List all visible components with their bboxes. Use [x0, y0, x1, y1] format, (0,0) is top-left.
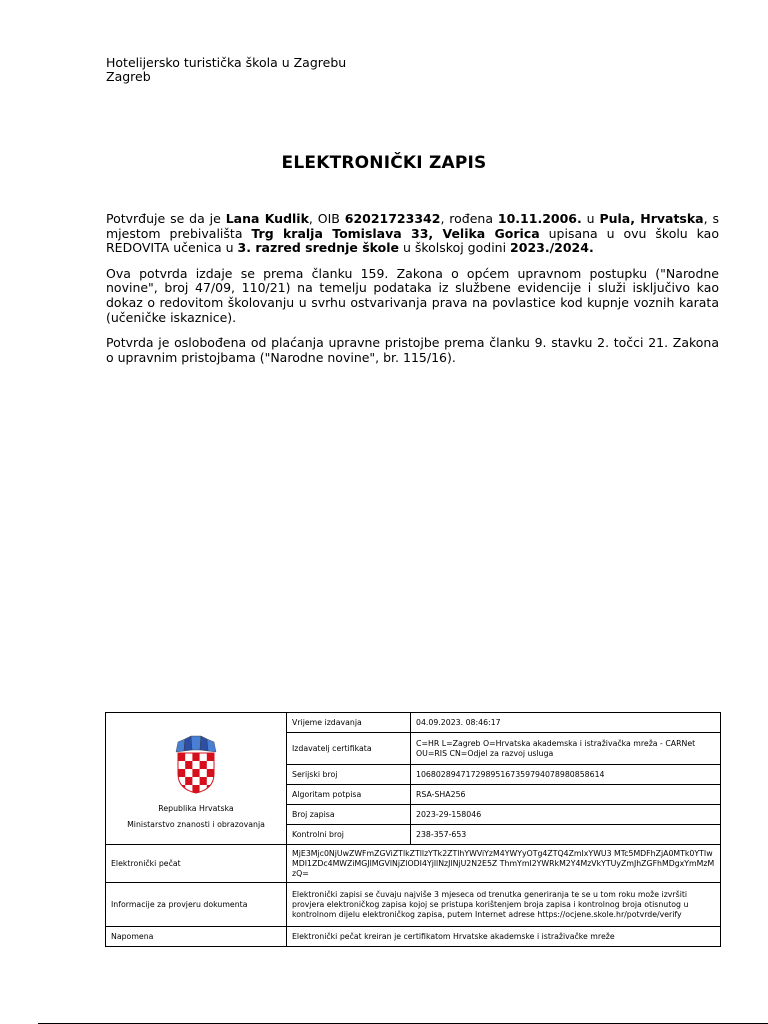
student-name: Lana Kudlik	[225, 211, 309, 226]
student-oib: 62021723342	[344, 211, 441, 226]
cert-label: Vrijeme izdavanja	[287, 713, 411, 733]
table-row	[106, 883, 721, 927]
cert-label: Broj zapisa	[287, 805, 411, 825]
table-row	[106, 845, 721, 883]
cert-value: 238-357-653	[411, 825, 721, 845]
school-year: 2023./2024.	[510, 240, 594, 256]
verify-value: Elektronički zapisi se čuvaju najviše 3 mjeseca od trenutka generiranja te se u tom roku može izvršiti provjera elektroničkog zapisa kojoj se pristupa korištenjem broja zapisa i kontrolnog broja otisnutog u kontrolnom dijelu elektroničkog zapisa, putem Internet adrese https://ocjene.skole.hr/potvrde/verify	[287, 883, 721, 927]
cert-label: Algoritam potpisa	[287, 785, 411, 805]
note-label: Napomena	[106, 927, 287, 947]
verify-label: Informacije za provjeru dokumenta	[106, 883, 287, 927]
birth-date: 10.11.2006.	[497, 211, 582, 226]
table-row	[106, 713, 721, 733]
cert-value: RSA-SHA256	[411, 785, 721, 805]
croatian-coat-of-arms-icon	[174, 734, 218, 794]
cert-value: 2023-29-158046	[411, 805, 721, 825]
seal-value: MjE3Mjc0NjUwZWFmZGViZTlkZTllzYTk2ZTlhYWViYzM4YWYyOTg4ZTQ4ZmIxYWU3 MTc5MDFhZjA0MTk0YTIwMDI1ZDc4MWZiMGJlMGVlNjZlODI4YjllNzJlNjU2N2E5Z ThmYmI2YWRkM2Y4MzVkYTUyZmJhZGFhMDgxYmMzMzQ=	[287, 845, 721, 883]
certificate-table	[105, 712, 721, 947]
issuer-block	[106, 56, 346, 84]
seal-label: Elektronički pečat	[106, 845, 287, 883]
note-value: Elektronički pečat kreiran je certifikatom Hrvatske akademske i istraživačke mreže	[287, 927, 721, 947]
fee-exemption-paragraph: Potvrda je oslobođena od plaćanja upravne pristojbe prema članku 9. stavku 2. točci 21. Zakona o upravnim pristojbama ("Narodne novine", br. 115/16).	[106, 335, 719, 365]
issuer-city: Zagreb	[106, 69, 151, 84]
residence-address: Trg kralja Tomislava 33, Velika Gorica	[251, 225, 540, 241]
cert-value: C=HR L=Zagreb O=Hrvatska akademska i istraživačka mreža - CARNet OU=RIS CN=Odjel za razvoj usluga	[411, 733, 721, 765]
birth-place: Pula, Hrvatska	[599, 211, 704, 226]
cert-label: Izdavatelj certifikata	[287, 733, 411, 765]
document-title: ELEKTRONIČKI ZAPIS	[281, 153, 487, 173]
issuer-school: Hotelijersko turistička škola u Zagrebu	[106, 55, 347, 70]
cert-value: 106802894717298951673597940789808586​14	[411, 765, 721, 785]
document-body	[106, 212, 719, 376]
logo-country: Republika Hrvatska	[158, 803, 234, 813]
confirmation-paragraph: Potvrđuje se da je Lana Kudlik, OIB 62021723342, rođena 10.11.2006. u Pula, Hrvatska, s mjestom prebivališta Trg kralja Tomislava 33, Velika Gorica upisana u ovu školu kao REDOVITA učenica u 3. razred srednje škole u školskoj godini 2023./2024.	[106, 211, 719, 256]
table-row	[106, 927, 721, 947]
grade: 3. razred srednje škole	[237, 240, 399, 256]
legal-basis-paragraph: Ova potvrda izdaje se prema članku 159. Zakona o općem upravnom postupku ("Narodne novine", broj 47/09, 110/21) na temelju podataka iz službene evidencije i služi isključivo kao dokaz o redovitom školovanju u svrhu ostvarivanja prava na povlastice kod kupnje voznih karata (učeničke iskaznice).	[106, 265, 719, 325]
ministry-logo-cell	[106, 713, 287, 845]
cert-label: Serijski broj	[287, 765, 411, 785]
logo-ministry: Ministarstvo znanosti i obrazovanja	[127, 819, 265, 829]
cert-label: Kontrolni broj	[287, 825, 411, 845]
cert-value: 04.09.2023. 08:46:17	[411, 713, 721, 733]
